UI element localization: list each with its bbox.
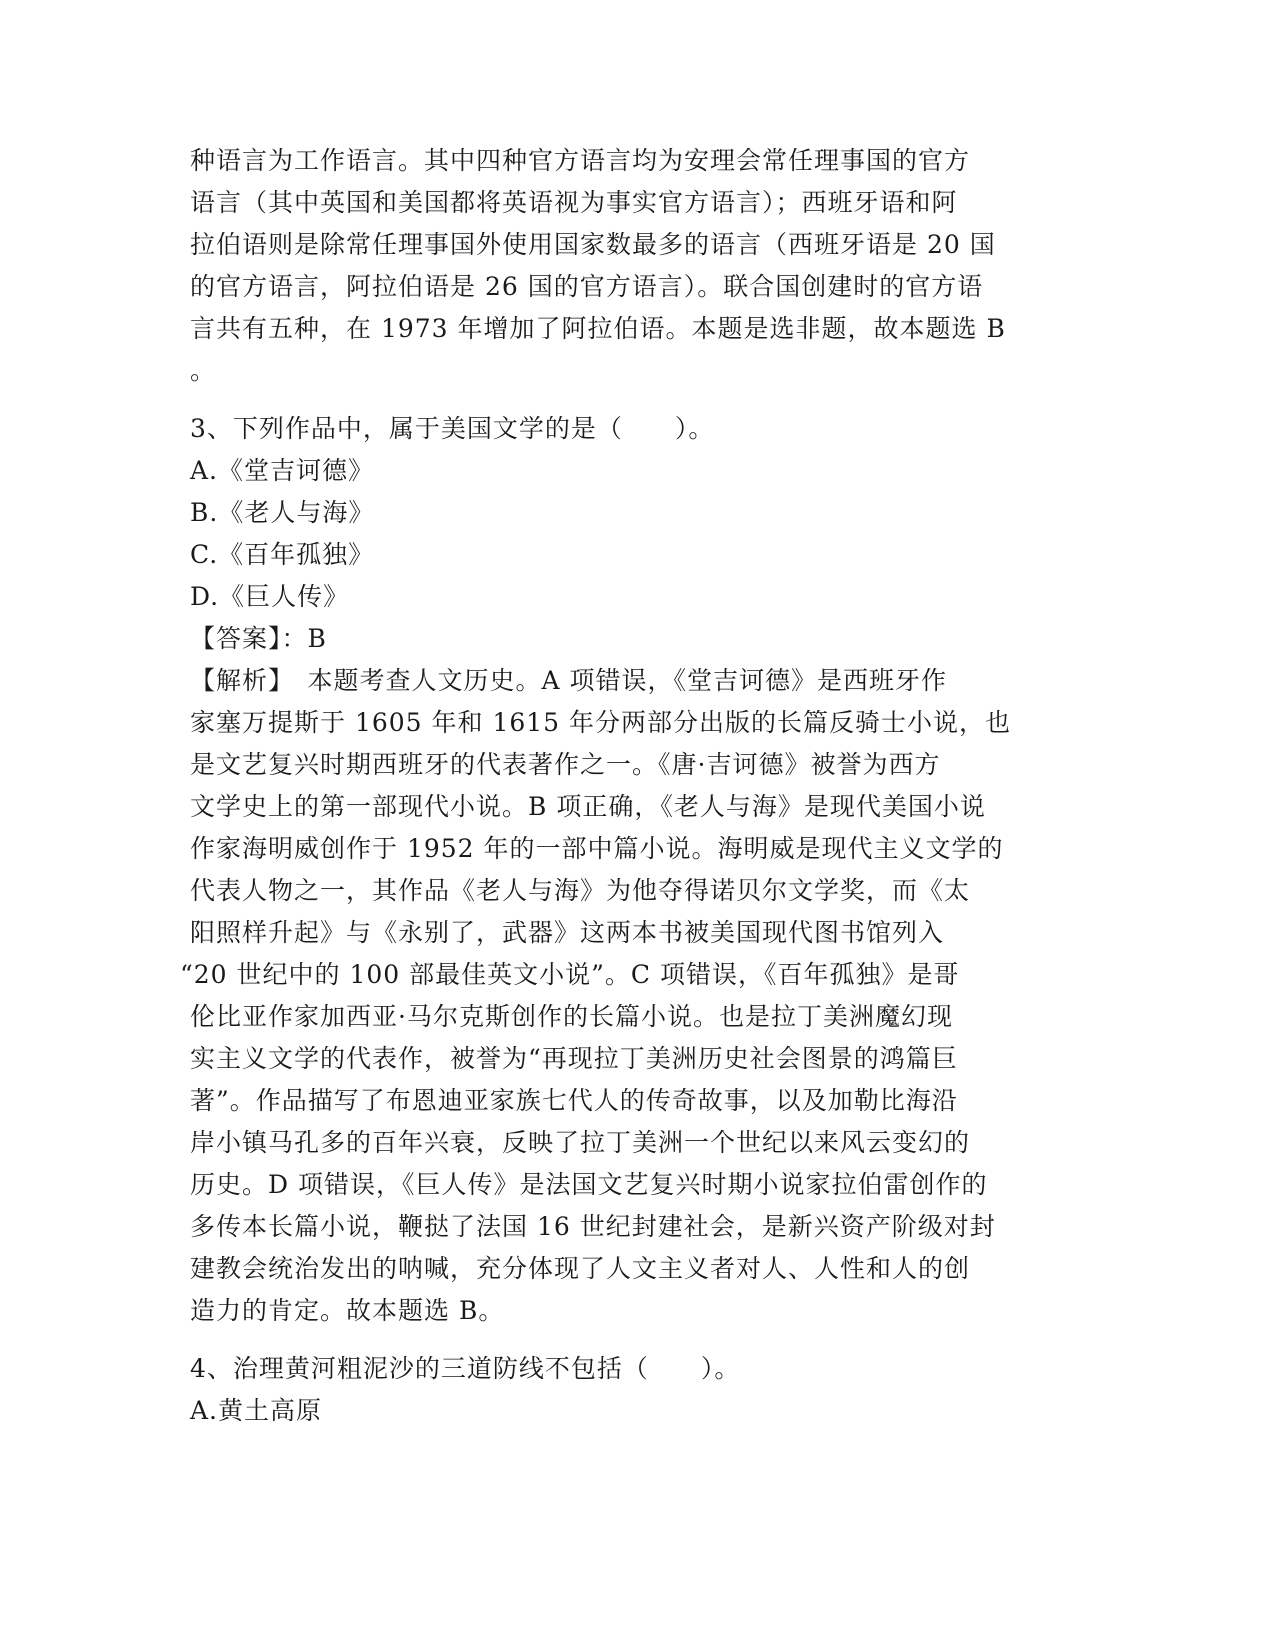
question-4-stem: 4、治理黄河粗泥沙的三道防线不包括（ ）。 <box>190 1354 741 1383</box>
explanation-line: 拉伯语则是除常任理事国外使用国家数最多的语言（西班牙语是 20 国 <box>190 230 996 259</box>
analysis-line: 多传本长篇小说，鞭挞了法国 16 世纪封建社会，是新兴资产阶级对封 <box>190 1212 996 1241</box>
question-3-answer: 【答案】：B <box>190 624 327 653</box>
analysis-line: 实主义文学的代表作，被誉为“再现拉丁美洲历史社会图景的鸿篇巨 <box>190 1044 958 1073</box>
analysis-line: 造力的肯定。故本题选 B。 <box>190 1296 505 1325</box>
question-4-option-a: A.黄土高原 <box>190 1396 323 1425</box>
explanation-line: 言共有五种，在 1973 年增加了阿拉伯语。本题是选非题，故本题选 B <box>190 314 1006 343</box>
question-3-option-d: D.《巨人传》 <box>190 582 350 611</box>
question-3-option-c: C.《百年孤独》 <box>190 540 375 569</box>
explanation-line: 语言（其中英国和美国都将英语视为事实官方语言）；西班牙语和阿 <box>190 188 958 217</box>
analysis-line: 【解析】 本题考查人文历史。A 项错误，《堂吉诃德》是西班牙作 <box>190 666 948 695</box>
analysis-line: “20 世纪中的 100 部最佳英文小说”。C 项错误，《百年孤独》是哥 <box>180 960 960 989</box>
analysis-line: 阳照样升起》与《永别了，武器》这两本书被美国现代图书馆列入 <box>190 918 945 947</box>
question-3-option-b: B.《老人与海》 <box>190 498 375 527</box>
analysis-line: 是文艺复兴时期西班牙的代表著作之一。《唐·吉诃德》被誉为西方 <box>190 750 941 779</box>
analysis-line: 岸小镇马孔多的百年兴衰，反映了拉丁美洲一个世纪以来风云变幻的 <box>190 1128 971 1157</box>
analysis-line: 建教会统治发出的呐喊，充分体现了人文主义者对人、人性和人的创 <box>190 1254 971 1283</box>
explanation-line: 的官方语言，阿拉伯语是 26 国的官方语言）。联合国创建时的官方语 <box>190 272 984 301</box>
analysis-line: 作家海明威创作于 1952 年的一部中篇小说。海明威是现代主义文学的 <box>190 834 1004 863</box>
analysis-line: 家塞万提斯于 1605 年和 1615 年分两部分出版的长篇反骑士小说，也 <box>190 708 1012 737</box>
analysis-line: 文学史上的第一部现代小说。B 项正确，《老人与海》是现代美国小说 <box>190 792 986 821</box>
question-3-option-a: A.《堂吉诃德》 <box>190 456 375 485</box>
analysis-line: 代表人物之一，其作品《老人与海》为他夺得诺贝尔文学奖，而《太 <box>190 876 971 905</box>
explanation-line: 种语言为工作语言。其中四种官方语言均为安理会常任理事国的官方 <box>190 146 971 175</box>
analysis-line: 著”。作品描写了布恩迪亚家族七代人的传奇故事，以及加勒比海沿 <box>190 1086 958 1115</box>
analysis-line: 历史。D 项错误，《巨人传》是法国文艺复兴时期小说家拉伯雷创作的 <box>190 1170 988 1199</box>
analysis-line: 伦比亚作家加西亚·马尔克斯创作的长篇小说。也是拉丁美洲魔幻现 <box>190 1002 953 1031</box>
question-3-stem: 3、下列作品中，属于美国文学的是（ ）。 <box>190 414 715 443</box>
explanation-line: 。 <box>190 356 217 385</box>
